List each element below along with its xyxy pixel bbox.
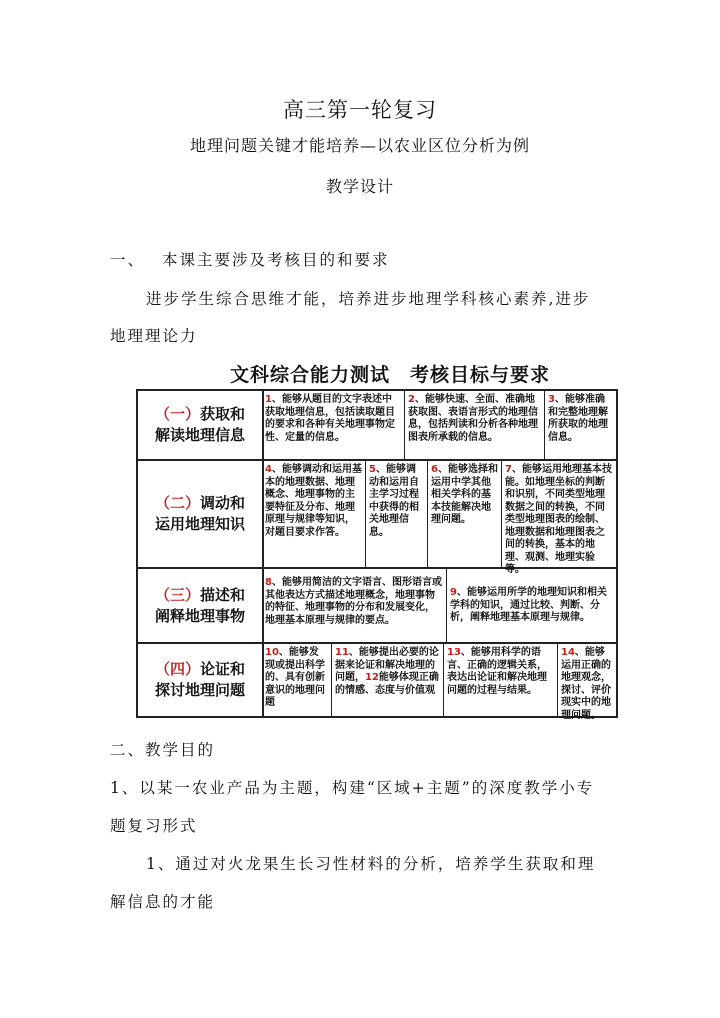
- table-cell: 8、能够用简洁的文字语言、图形语言或其他表达方式描述地理概念，地理事物的特征、地理事物的分布和发展变化，地理基本原理与规律的要点。: [262, 569, 447, 642]
- category-cell: （一）获取和 解读地理信息: [138, 391, 264, 459]
- section2-item1-line1: 1、以某一农业产品为主题，构建“区域+主题”的深度教学小专: [110, 779, 595, 797]
- document-type: 教学设计: [325, 177, 394, 196]
- table-row: [138, 644, 616, 721]
- section1-heading-number: 一、: [110, 251, 146, 269]
- table-cell: 6、能够选择和运用中学其他相关学科的基本技能解决地理问题。: [428, 461, 502, 567]
- table-cell: 14、能够运用正确的地理观念，探讨、评价现实中的地理问题。: [561, 647, 611, 721]
- section1-heading: 本课主要涉及考核目的和要求: [162, 251, 390, 269]
- table-cell: 11、能够提出必要的论据来论证和解决地理的问题，12能够体现正确的情感、态度与价值观: [332, 644, 444, 716]
- table-row: [138, 461, 616, 575]
- table-cell: 10、能够发现或提出科学的、具有创新意识的地理问题: [262, 644, 332, 716]
- table-cell: 4、能够调动和运用基本的地理数据、地理概念、地理事物的主要特征及分布、地理原理与规律等知识，对题目要求作答。: [262, 461, 366, 567]
- table-cell: 7、能够运用地理基本技能。如地理坐标的判断和识别，不同类型地理数据之间的转换，不同类型地理图表的绘制、地理数据和地理图表之间的转换，基本的地理、观测、地理实验等。: [505, 464, 612, 575]
- section1-paragraph-line2: 地理理论力: [110, 327, 198, 345]
- page-title: 高三第一轮复习: [283, 98, 437, 122]
- objectives-table: [136, 389, 618, 721]
- table-cell: 9、能够运用所学的地理知识和相关学科的知识，通过比较、判断、分析，阐释地理基本原理与规律。: [450, 587, 607, 623]
- table-cell: 13、能够用科学的语言、正确的逻辑关系，表达出论证和解决地理问题的过程与结果。: [444, 644, 558, 716]
- table-row: [138, 569, 616, 644]
- section2-item1-line2: 题复习形式: [110, 817, 198, 835]
- figure-title: 文科综合能力测试 考核目标与要求: [230, 364, 551, 386]
- section2-item2-line2: 解信息的才能: [110, 893, 216, 911]
- table-cell: 2、能够快速、全面、准确地获取图、表语言形式的地理信息，包括判读和分析各种地理图表所承载的信息。: [405, 391, 545, 459]
- table-cell: 1、能够从题目的文字表述中获取地理信息，包括读取题目的要求和各种有关地理事物定性、定量的信息。: [262, 391, 405, 459]
- table-row: [138, 391, 616, 461]
- section2-item2-line1: 1、通过对火龙果生长习性材料的分析，培养学生获取和理: [146, 855, 596, 873]
- page-subtitle: 地理问题关键才能培养—以农业区位分析为例: [189, 136, 530, 155]
- table-cell: 5、能够调动和运用自主学习过程中获得的相关地理信息。: [366, 461, 428, 567]
- category-cell: （二）调动和 运用地理知识: [138, 461, 264, 567]
- section2-heading: 二、教学目的: [110, 741, 216, 759]
- category-cell: （三）描述和 阐释地理事物: [138, 569, 264, 642]
- section1-paragraph-line1: 进步学生综合思维才能，培养进步地理学科核心素养,进步: [146, 290, 591, 308]
- table-cell: 3、能够准确和完整地理解所获取的地理信息。: [548, 394, 608, 443]
- category-cell: （四）论证和 探讨地理问题: [138, 644, 264, 716]
